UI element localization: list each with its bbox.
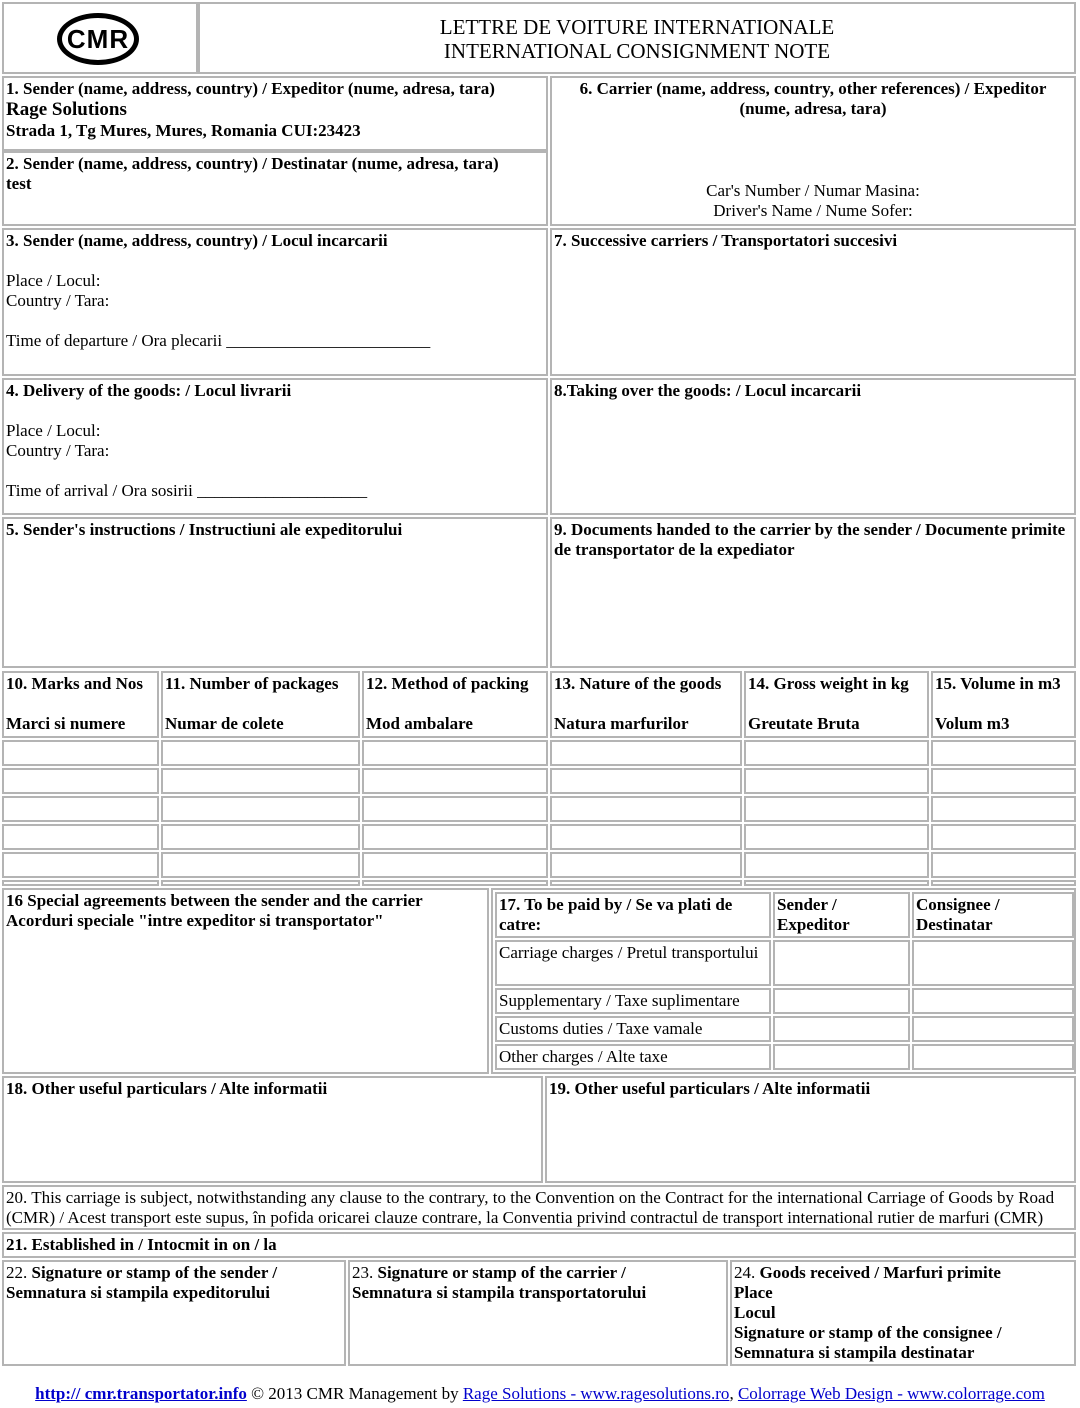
goods-cell[interactable] bbox=[362, 824, 548, 850]
sender-address: Strada 1, Tg Mures, Mures, Romania CUI:23423 bbox=[6, 121, 361, 140]
goods-cell[interactable] bbox=[931, 824, 1076, 850]
box-17-header: 17. To be paid by / Se va plati de catre: bbox=[495, 892, 771, 938]
box-18-particulars[interactable]: 18. Other useful particulars / Alte informatii bbox=[2, 1076, 543, 1183]
goods-cell[interactable] bbox=[161, 796, 360, 822]
sender-name: Rage Solutions bbox=[6, 99, 127, 120]
customs-consignee-cell[interactable] bbox=[912, 1016, 1074, 1042]
goods-cell[interactable] bbox=[744, 824, 929, 850]
goods-cell[interactable] bbox=[2, 852, 159, 878]
carriage-consignee-cell[interactable] bbox=[912, 940, 1074, 986]
box-19-particulars[interactable]: 19. Other useful particulars / Alte informatii bbox=[545, 1076, 1076, 1183]
other-consignee-cell[interactable] bbox=[912, 1044, 1074, 1070]
goods-cell[interactable] bbox=[931, 796, 1076, 822]
goods-cell[interactable] bbox=[744, 740, 929, 766]
customs-sender-cell[interactable] bbox=[773, 1016, 910, 1042]
col-12-header: 12. Method of packing Mod ambalare bbox=[362, 671, 548, 738]
box-2-label: 2. Sender (name, address, country) / Destinatar (nume, adresa, tara) bbox=[6, 154, 499, 173]
document-title bbox=[198, 2, 1076, 74]
box-8-label: 8.Taking over the goods: / Locul incarcarii bbox=[554, 381, 862, 400]
box-4-place: Place / Locul: bbox=[6, 421, 101, 440]
col-13-header: 13. Nature of the goods Natura marfurilor bbox=[550, 671, 742, 738]
box-6-carrier[interactable] bbox=[550, 76, 1076, 226]
goods-cell[interactable] bbox=[744, 796, 929, 822]
charge-row-other: Other charges / Alte taxe bbox=[495, 1044, 771, 1070]
footer: http:// cmr.transportator.info © 2013 CMR Management by Rage Solutions - www.ragesolutions.ro, Colorrage Web Design - www.colorrage.com bbox=[35, 1384, 1045, 1403]
box-16-label-ro: Acorduri speciale "intre expeditor si transportator" bbox=[6, 911, 384, 930]
goods-cell[interactable] bbox=[2, 740, 159, 766]
goods-cell[interactable] bbox=[2, 796, 159, 822]
goods-cell[interactable] bbox=[362, 796, 548, 822]
box-9-label: 9. Documents handed to the carrier by the sender / Documente primite de transportator de la expediator bbox=[554, 520, 1066, 559]
drivers-name: Driver's Name / Nume Sofer: bbox=[713, 201, 913, 220]
charge-row-supplementary: Supplementary / Taxe suplimentare bbox=[495, 988, 771, 1014]
goods-cell-partial bbox=[2, 880, 159, 886]
goods-cell-partial bbox=[931, 880, 1076, 886]
box-4-delivery[interactable] bbox=[2, 378, 548, 515]
goods-cell[interactable] bbox=[550, 796, 742, 822]
box-17-sender-header: Sender / Expeditor bbox=[773, 892, 910, 938]
box-4-country: Country / Tara: bbox=[6, 441, 110, 460]
carriage-sender-cell[interactable] bbox=[773, 940, 910, 986]
consignee-value: test bbox=[6, 174, 32, 193]
box-1-label: 1. Sender (name, address, country) / Expeditor (nume, adresa, tara) bbox=[6, 79, 495, 98]
box-6-label: 6. Carrier (name, address, country, other references) / Expeditor (nume, adresa, tara) bbox=[579, 79, 1047, 118]
box-3-departure: Time of departure / Ora plecarii ________________________ bbox=[6, 331, 431, 350]
box-7-successive-carriers[interactable] bbox=[550, 228, 1076, 376]
col-10-header: 10. Marks and Nos Marci si numere bbox=[2, 671, 159, 738]
goods-cell[interactable] bbox=[931, 768, 1076, 794]
box-20-num: 20. bbox=[6, 1188, 28, 1207]
box-22-sender-signature[interactable]: 22. Signature or stamp of the sender / Semnatura si stampila expeditorului bbox=[2, 1260, 346, 1366]
goods-cell[interactable] bbox=[550, 852, 742, 878]
goods-cell[interactable] bbox=[744, 768, 929, 794]
box-5-label: 5. Sender's instructions / Instructiuni ale expeditorului bbox=[6, 520, 403, 539]
transportator-link[interactable]: http:// cmr.transportator.info bbox=[35, 1384, 247, 1403]
goods-cell-partial bbox=[744, 880, 929, 886]
supplementary-consignee-cell[interactable] bbox=[912, 988, 1074, 1014]
box-20-convention bbox=[2, 1185, 1076, 1230]
box-3-loading[interactable] bbox=[2, 228, 548, 376]
box-16-special-agreements[interactable] bbox=[2, 888, 489, 1074]
box-4-label: 4. Delivery of the goods: / Locul livrarii bbox=[6, 381, 292, 400]
goods-cell[interactable] bbox=[550, 740, 742, 766]
goods-cell[interactable] bbox=[161, 824, 360, 850]
col-15-header: 15. Volume in m3 Volum m3 bbox=[931, 671, 1076, 738]
title-en: INTERNATIONAL CONSIGNMENT NOTE bbox=[443, 39, 831, 63]
goods-cell[interactable] bbox=[161, 852, 360, 878]
goods-cell[interactable] bbox=[161, 768, 360, 794]
box-7-label: 7. Successive carriers / Transportatori succesivi bbox=[554, 231, 898, 250]
box-2-consignee[interactable] bbox=[2, 151, 548, 226]
box-8-taking-over[interactable] bbox=[550, 378, 1076, 515]
box-1-sender[interactable] bbox=[2, 76, 548, 151]
goods-cell-partial bbox=[550, 880, 742, 886]
footer-copyright: © 2013 CMR Management by bbox=[251, 1384, 459, 1403]
cmr-logo: CMR bbox=[57, 13, 139, 65]
box-21-established[interactable]: 21. Established in / Intocmit in on / la bbox=[2, 1232, 1076, 1258]
box-9-documents[interactable] bbox=[550, 517, 1076, 668]
goods-cell-partial bbox=[161, 880, 360, 886]
charge-row-carriage: Carriage charges / Pretul transportului bbox=[495, 940, 771, 986]
charge-row-customs: Customs duties / Taxe vamale bbox=[495, 1016, 771, 1042]
box-17-consignee-header: Consignee / Destinatar bbox=[912, 892, 1074, 938]
box-4-arrival: Time of arrival / Ora sosirii ____________________ bbox=[6, 481, 368, 500]
goods-cell[interactable] bbox=[550, 824, 742, 850]
goods-cell[interactable] bbox=[550, 768, 742, 794]
box-23-carrier-signature[interactable]: 23. Signature or stamp of the carrier / Semnatura si stampila transportatorului bbox=[348, 1260, 728, 1366]
goods-cell[interactable] bbox=[2, 768, 159, 794]
title-fr: LETTRE DE VOITURE INTERNATIONALE bbox=[439, 15, 835, 39]
goods-cell[interactable] bbox=[362, 768, 548, 794]
ragesolutions-link[interactable]: Rage Solutions - www.ragesolutions.ro bbox=[462, 1384, 730, 1403]
goods-cell[interactable] bbox=[2, 824, 159, 850]
box-3-country: Country / Tara: bbox=[6, 291, 110, 310]
other-sender-cell[interactable] bbox=[773, 1044, 910, 1070]
colorrage-link[interactable]: Colorrage Web Design - www.colorrage.com bbox=[737, 1384, 1045, 1403]
goods-cell-partial bbox=[362, 880, 548, 886]
box-24-goods-received[interactable]: 24. Goods received / Marfuri primite Place Locul Signature or stamp of the consignee / Semnatura si stampila destinatar bbox=[730, 1260, 1076, 1366]
goods-cell[interactable] bbox=[362, 852, 548, 878]
col-11-header: 11. Number of packages Numar de colete bbox=[161, 671, 360, 738]
box-3-place: Place / Locul: bbox=[6, 271, 101, 290]
goods-cell[interactable] bbox=[931, 852, 1076, 878]
goods-cell[interactable] bbox=[161, 740, 360, 766]
goods-cell[interactable] bbox=[362, 740, 548, 766]
box-16-label-en: 16 Special agreements between the sender and the carrier bbox=[6, 891, 423, 910]
cars-number: Car's Number / Numar Masina: bbox=[706, 181, 920, 200]
box-3-label: 3. Sender (name, address, country) / Locul incarcarii bbox=[6, 231, 388, 250]
box-5-instructions[interactable] bbox=[2, 517, 548, 668]
col-14-header: 14. Gross weight in kg Greutate Bruta bbox=[744, 671, 929, 738]
goods-cell[interactable] bbox=[744, 852, 929, 878]
goods-cell[interactable] bbox=[931, 740, 1076, 766]
box-20-text: This carriage is subject, notwithstanding any clause to the contrary, to the Convention on the Contract for the international Carriage of Goods by Road (CMR) / Acest transport este supus, în pofida oricarei clauze contrare, la Conventia privind contractul de transport international rutier de marfuri (CMR) bbox=[6, 1188, 1055, 1227]
supplementary-sender-cell[interactable] bbox=[773, 988, 910, 1014]
